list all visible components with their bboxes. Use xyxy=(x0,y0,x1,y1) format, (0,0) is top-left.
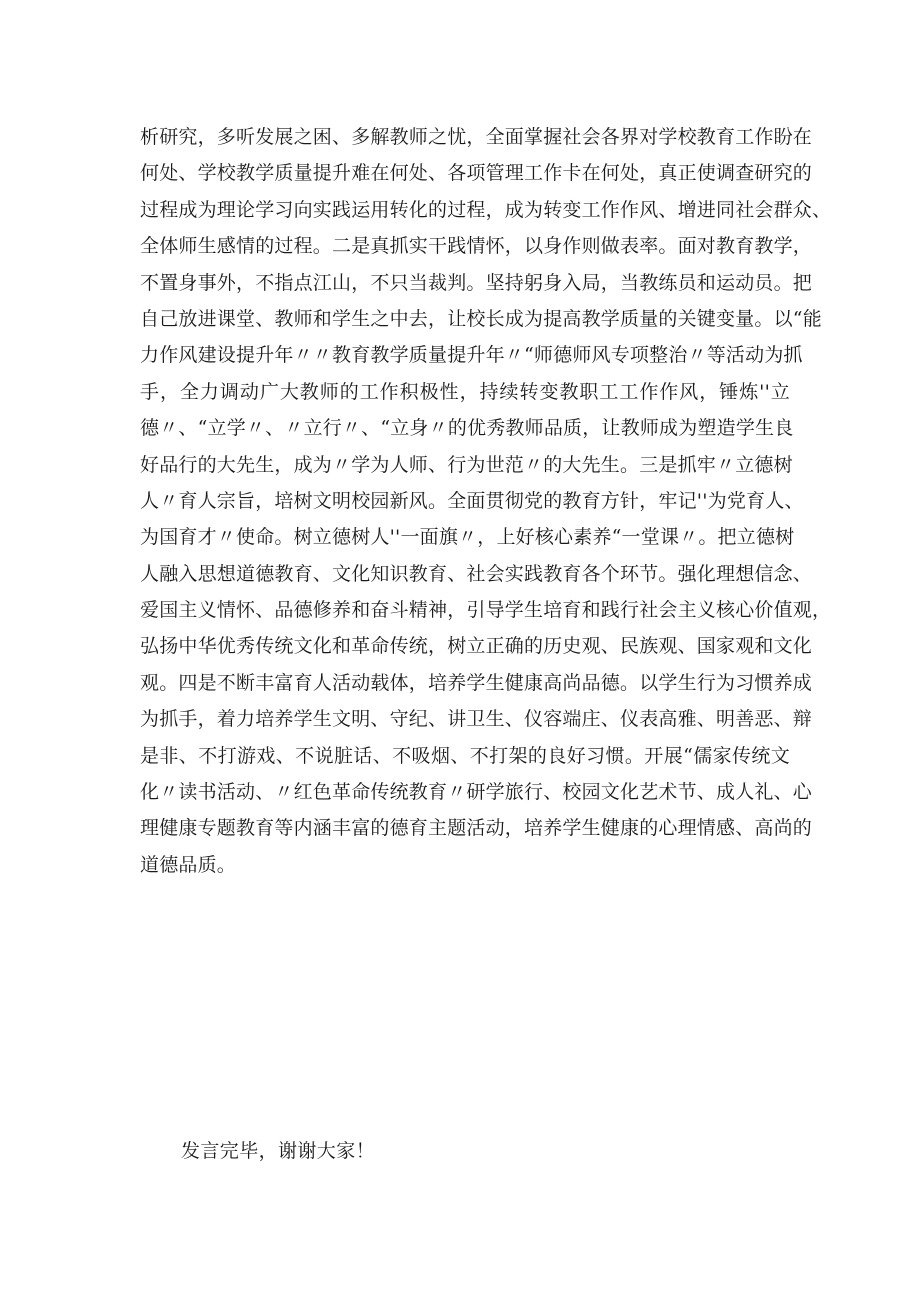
closing-remark: 发言完毕，谢谢大家！ xyxy=(181,1140,376,1162)
paragraph-line: 道德品质。 xyxy=(140,853,237,876)
paragraph-line: 为抓手，着力培养学生文明、守纪、讲卫生、仪容端庄、仪表高雅、明善恶、辩 xyxy=(140,708,813,731)
paragraph-line: 人融入思想道德教育、文化知识教育、社会实践教育各个环节。强化理想信念、 xyxy=(140,562,813,585)
paragraph-line: 不置身事外，不指点江山，不只当裁判。坚持躬身入局，当教练员和运动员。把 xyxy=(140,271,813,294)
paragraph-line: 化〃读书活动、〃红色革命传统教育〃研学旅行、校园文化艺术节、成人礼、心 xyxy=(140,781,813,804)
paragraph-line: 人〃育人宗旨，培树文明校园新风。全面贯彻党的教育方针，牢记''为党育人、 xyxy=(140,489,804,512)
paragraph-line: 理健康专题教育等内涵丰富的德育主题活动，培养学生健康的心理情感、高尚的 xyxy=(140,817,813,840)
paragraph-line: 是非、不打游戏、不说脏话、不吸烟、不打架的良好习惯。开展“儒家传统文 xyxy=(140,744,790,767)
paragraph-line: 全体师生感情的过程。二是真抓实干践情怀，以身作则做表率。面对教育教学， xyxy=(140,235,813,258)
paragraph-line: 爱国主义情怀、品德修养和奋斗精神，引导学生培育和践行社会主义核心价值观， xyxy=(140,599,832,622)
paragraph-line: 析研究，多听发展之困、多解教师之忧，全面掌握社会各界对学校教育工作盼在 xyxy=(140,126,813,148)
paragraph-line: 力作风建设提升年〃〃教育教学质量提升年〃“师德师风专项整治〃等活动为抓 xyxy=(140,344,803,367)
body-paragraph xyxy=(140,119,832,883)
paragraph-line: 弘扬中华优秀传统文化和革命传统，树立正确的历史观、民族观、国家观和文化 xyxy=(140,635,813,658)
paragraph-line: 何处、学校教学质量提升难在何处、各项管理工作卡在何处，真正使调查研究的 xyxy=(140,162,813,185)
paragraph-line: 好品行的大先生，成为〃学为人师、行为世范〃的大先生。三是抓牢〃立德树 xyxy=(140,453,793,476)
paragraph-line: 手，全力调动广大教师的工作积极性，持续转变教职工工作作风，锤炼''立 xyxy=(140,380,790,403)
paragraph-line: 过程成为理论学习向实践运用转化的过程，成为转变工作作风、增进同社会群众、 xyxy=(140,198,832,221)
paragraph-line: 德〃、“立学〃、〃立行〃、“立身〃的优秀教师品质，让教师成为塑造学生良 xyxy=(140,417,794,440)
paragraph-line: 观。四是不断丰富育人活动载体，培养学生健康高尚品德。以学生行为习惯养成 xyxy=(140,671,813,694)
paragraph-line: 自己放进课堂、教师和学生之中去，让校长成为提高教学质量的关键变量。以“能 xyxy=(140,307,822,330)
paragraph-line: 为国育才〃使命。树立德树人''一面旗〃，上好核心素养“一堂课〃。把立德树 xyxy=(140,526,795,549)
